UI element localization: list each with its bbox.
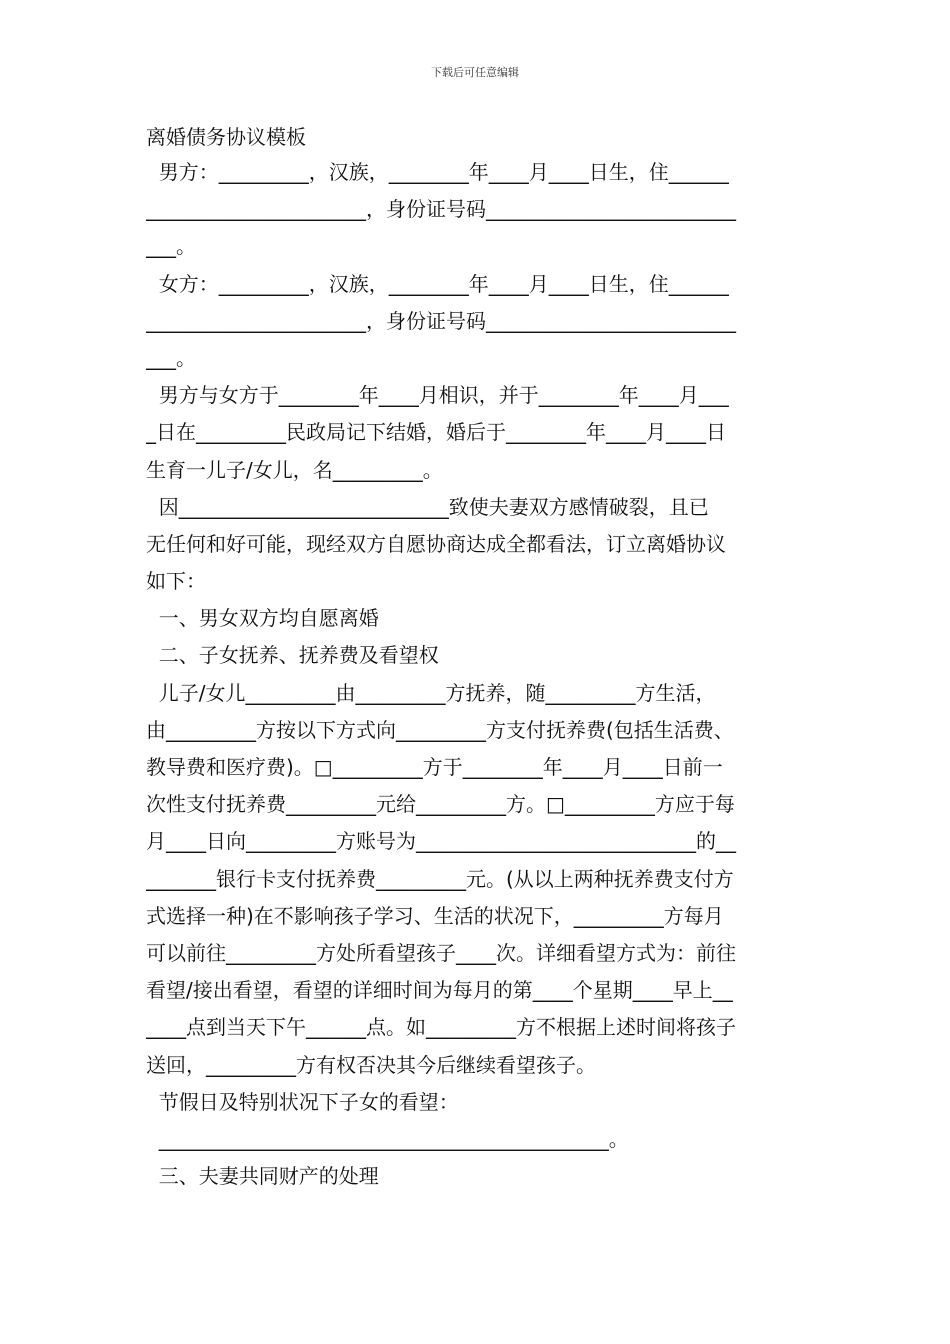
female-party-line-2: ______________________，身份证号码_________________________ [146, 308, 736, 333]
custody-line-5: 月____日向_________方账号为____________________________的__ [146, 829, 736, 854]
marriage-info-line-1: 男方与女方于________年____月相识，并于________年____月___ [146, 383, 729, 408]
document-title: 离婚债务协议模板 [146, 125, 306, 149]
custody-line-3: 教导费和医疗费)。□_________方于________年____月____日前一 [146, 755, 723, 779]
male-party-line-3: ___。 [146, 234, 196, 259]
custody-line-7: 式选择一种)在不影响孩子学习、生活的状况下，_________方每月 [146, 903, 724, 928]
custody-line-10: ____点到当天下午______点。如_________方不根据上述时间将孩子 [146, 1015, 736, 1040]
female-party-line-3: ___。 [146, 345, 196, 370]
section-2-heading: 二、子女抚养、抚养费及看望权 [146, 643, 439, 668]
marriage-info-line-2: _日在_________民政局记下结婚，婚后于________年____月____日 [146, 420, 726, 445]
male-party-line-1: 男方：_________，汉族，________年____月____日生，住______ [146, 160, 729, 184]
custody-line-11: 送回，_________方有权否决其今后继续看望孩子。 [146, 1052, 596, 1077]
custody-line-8: 可以前往_________方处所看望孩子____次。详细看望方式为：前往 [146, 940, 736, 965]
section-1-heading: 一、男女双方均自愿离婚 [146, 606, 379, 631]
holiday-visit-label: 节假日及特别状况下子女的看望： [146, 1089, 459, 1114]
custody-line-4: 次性支付抚养费_________元给_________方。□_________方应于每 [146, 792, 735, 817]
holiday-visit-blank: _____________________________________________。 [146, 1126, 629, 1151]
female-party-line-1: 女方：_________，汉族，________年____月____日生，住______ [146, 271, 729, 296]
custody-line-2: 由_________方按以下方式向_________方支付抚养费(包括生活费、 [146, 717, 734, 742]
male-party-line-2: ______________________，身份证号码_________________________ [146, 197, 736, 222]
section-3-heading: 三、夫妻共同财产的处理 [146, 1164, 379, 1189]
document-body [146, 154, 808, 1195]
custody-line-9: 看望/接出看望，看望的详细时间为每月的第____个星期____早上__ [146, 978, 733, 1003]
custody-line-6: _______银行卡支付抚养费_________元。(从以上两种抚养费支付方 [146, 866, 734, 891]
custody-line-1: 儿子/女儿_________由_________方抚养，随_________方生活， [146, 680, 716, 705]
reason-line-2: 无任何和好可能，现经双方自愿协商达成全都看法，订立离婚协议 [146, 531, 726, 556]
marriage-info-line-3: 生育一儿子/女儿，名_________。 [146, 457, 443, 482]
reason-line-3: 如下： [146, 569, 206, 594]
reason-line-1: 因___________________________致使夫妻双方感情破裂，且已 [146, 494, 709, 519]
page-header: 下载后可任意编辑 [431, 66, 519, 79]
